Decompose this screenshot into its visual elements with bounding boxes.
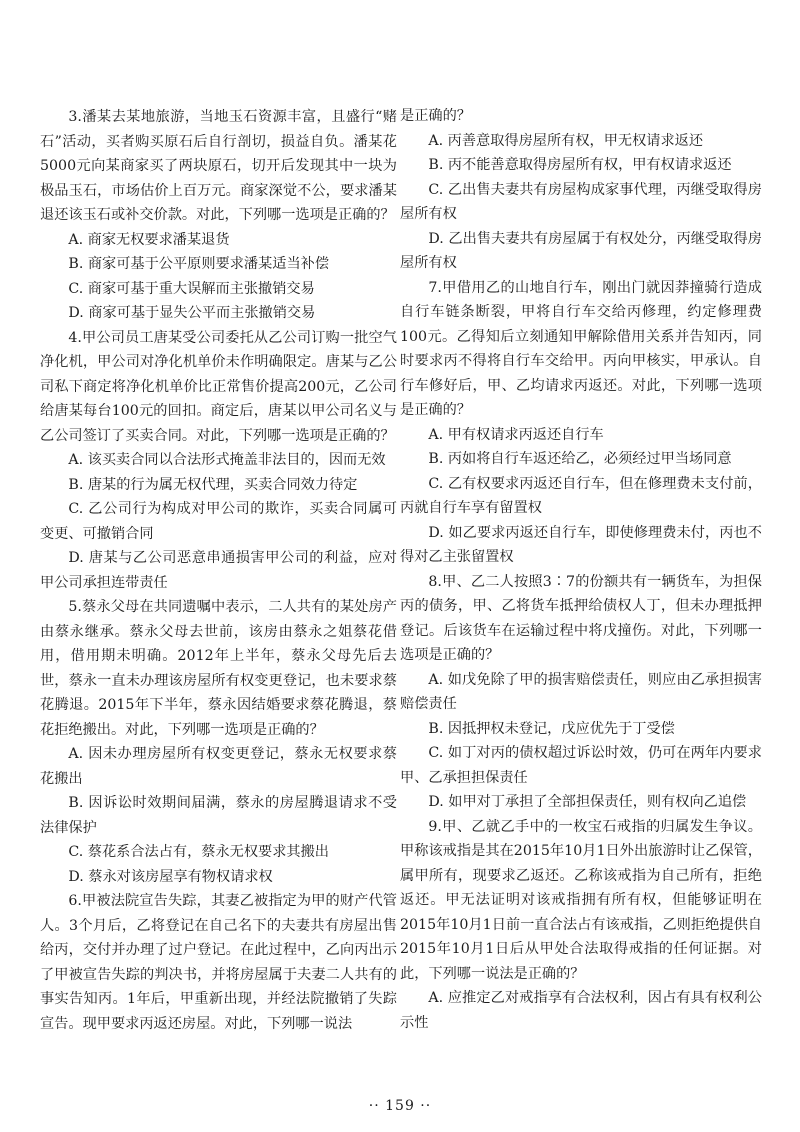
right-question-paragraph: 9.甲、乙就乙手中的一枚宝石戒指的归属发生争议。甲称该戒指是其在2015年10月1日外出旅游时让乙保管，属甲所有，现要求乙返还。乙称该戒指为自己所有，拒绝返还。甲无法证明对该戒指拥有所有权，但能够证明在2015年10月1日前一直合法占有该戒指，乙则拒绝提供自2015年10月1日后从甲处合法取得戒指的任何证据。对此，下列哪一说法是正确的？: [400, 818, 762, 982]
left-question-paragraph: 5.蔡永父母在共同遗嘱中表示，二人共有的某处房产由蔡永继承。蔡永父母去世前，该房由蔡永之姐蔡花借用，借用期未明确。2012年上半年，蔡永父母先后去世，蔡永一直未办理该房屋所有权变更登记，也未要求蔡花腾退。2015年下半年，蔡永因结婚要求蔡花腾退，蔡花拒绝搬出。对此，下列哪一选项是正确的？: [40, 599, 397, 738]
left-answer-option: D. 唐某与乙公司恶意串通损害甲公司的利益，应对甲公司承担连带责任: [40, 550, 397, 591]
right-answer-option: D. 如乙要求丙返还自行车，即使修理费未付，丙也不得对乙主张留置权: [400, 524, 762, 565]
left-answer-option: C. 商家可基于重大误解而主张撤销交易: [68, 280, 315, 297]
left-question-paragraph: 3.潘某去某地旅游，当地玉石资源丰富，且盛行“赌石”活动，买者购买原石后自行剖切，损益自负。潘某花5000元向某商家买了两块原石，切开后发现其中一块为极品玉石，市场估价上百万元。商家深觉不公，要求潘某退还该玉石或补交价款。对此，下列哪一选项是正确的？: [40, 109, 397, 223]
left-answer-option: D. 蔡永对该房屋享有物权请求权: [68, 868, 273, 885]
right-answer-option: B. 丙如将自行车返还给乙，必须经过甲当场同意: [428, 451, 732, 467]
right-answer-option: D. 乙出售夫妻共有房屋属于有权处分，丙继受取得房屋所有权: [400, 230, 762, 271]
right-answer-option: B. 因抵押权未登记，戊应优先于丁受偿: [428, 720, 675, 737]
right-answer-option: B. 丙不能善意取得房屋所有权，甲有权请求返还: [428, 157, 732, 173]
left-answer-option: B. 商家可基于公平原则要求潘某适当补偿: [68, 256, 330, 272]
left-answer-option: B. 唐某的行为属无权代理，买卖合同效力待定: [68, 476, 358, 493]
left-column: [40, 105, 397, 1036]
right-answer-option: A. 甲有权请求丙返还自行车: [428, 426, 604, 443]
right-continued-text: 是正确的？: [400, 108, 471, 124]
right-answer-option: D. 如甲对丁承担了全部担保责任，则有权向乙追偿: [428, 794, 747, 810]
left-answer-option: A. 因未办理房屋所有权变更登记，蔡永无权要求蔡花搬出: [40, 746, 397, 787]
left-answer-option: B. 因诉讼时效期间届满，蔡永的房屋腾退请求不受法律保护: [40, 795, 397, 836]
right-answer-option: C. 乙有权要求丙返还自行车，但在修理费未支付前，丙就自行车享有留置权: [400, 475, 762, 516]
right-answer-option: A. 如戊免除了甲的损害赔偿责任，则应由乙承担损害赔偿责任: [400, 671, 762, 712]
left-question-paragraph: 4.甲公司员工唐某受公司委托从乙公司订购一批空气净化机，甲公司对净化机单价未作明确限定。唐某与乙公司私下商定将净化机单价比正常售价提高200元，乙公司给唐某每台100元的回扣。商定后，唐某以甲公司名义与乙公司签订了买卖合同。对此，下列哪一选项是正确的？: [40, 329, 397, 444]
left-question-paragraph: 6.甲被法院宣告失踪，其妻乙被指定为甲的财产代管人。3个月后，乙将登记在自己名下的夫妻共有房屋出售给丙，交付并办理了过户登记。在此过程中，乙向丙出示了甲被宣告失踪的判决书，并将房屋属于夫妻二人共有的事实告知丙。1年后，甲重新出现，并经法院撤销了失踪宣告。现甲要求丙返还房屋。对此，下列哪一说法: [40, 893, 397, 1032]
left-answer-option: D. 商家可基于显失公平而主张撤销交易: [68, 305, 316, 321]
right-question-paragraph: 7.甲借用乙的山地自行车，刚出门就因莽撞骑行造成自行车链条断裂，甲将自行车交给丙修理，约定修理费100元。乙得知后立刻通知甲解除借用关系并告知丙，同时要求丙不得将自行车交给甲。丙向甲核实，甲承认。自行车修好后，甲、乙均请求丙返还。对此，下列哪一选项是正确的？: [400, 279, 762, 418]
right-answer-option: A. 丙善意取得房屋所有权，甲无权请求返还: [428, 132, 704, 149]
right-answer-option: A. 应推定乙对戒指享有合法权利，因占有具有权利公示性: [400, 990, 762, 1031]
left-answer-option: A. 该买卖合同以合法形式掩盖非法目的，因而无效: [68, 452, 386, 468]
right-column: [400, 104, 762, 1035]
left-answer-option: A. 商家无权要求潘某退货: [68, 231, 230, 248]
page-number: ·· 159 ··: [368, 1098, 432, 1114]
left-answer-option: C. 乙公司行为构成对甲公司的欺诈，买卖合同属可变更、可撤销合同: [40, 501, 397, 542]
right-answer-option: C. 乙出售夫妻共有房屋构成家事代理，丙继受取得房屋所有权: [400, 181, 762, 222]
right-answer-option: C. 如丁对丙的债权超过诉讼时效，仍可在两年内要求甲、乙承担担保责任: [400, 745, 762, 786]
left-answer-option: C. 蔡花系合法占有，蔡永无权要求其搬出: [68, 844, 329, 860]
right-question-paragraph: 8.甲、乙二人按照3∶7的份额共有一辆货车，为担保丙的债务，甲、乙将货车抵押给债权人丁，但未办理抵押登记。后该货车在运输过程中将戊撞伤。对此，下列哪一选项是正确的？: [400, 573, 762, 663]
